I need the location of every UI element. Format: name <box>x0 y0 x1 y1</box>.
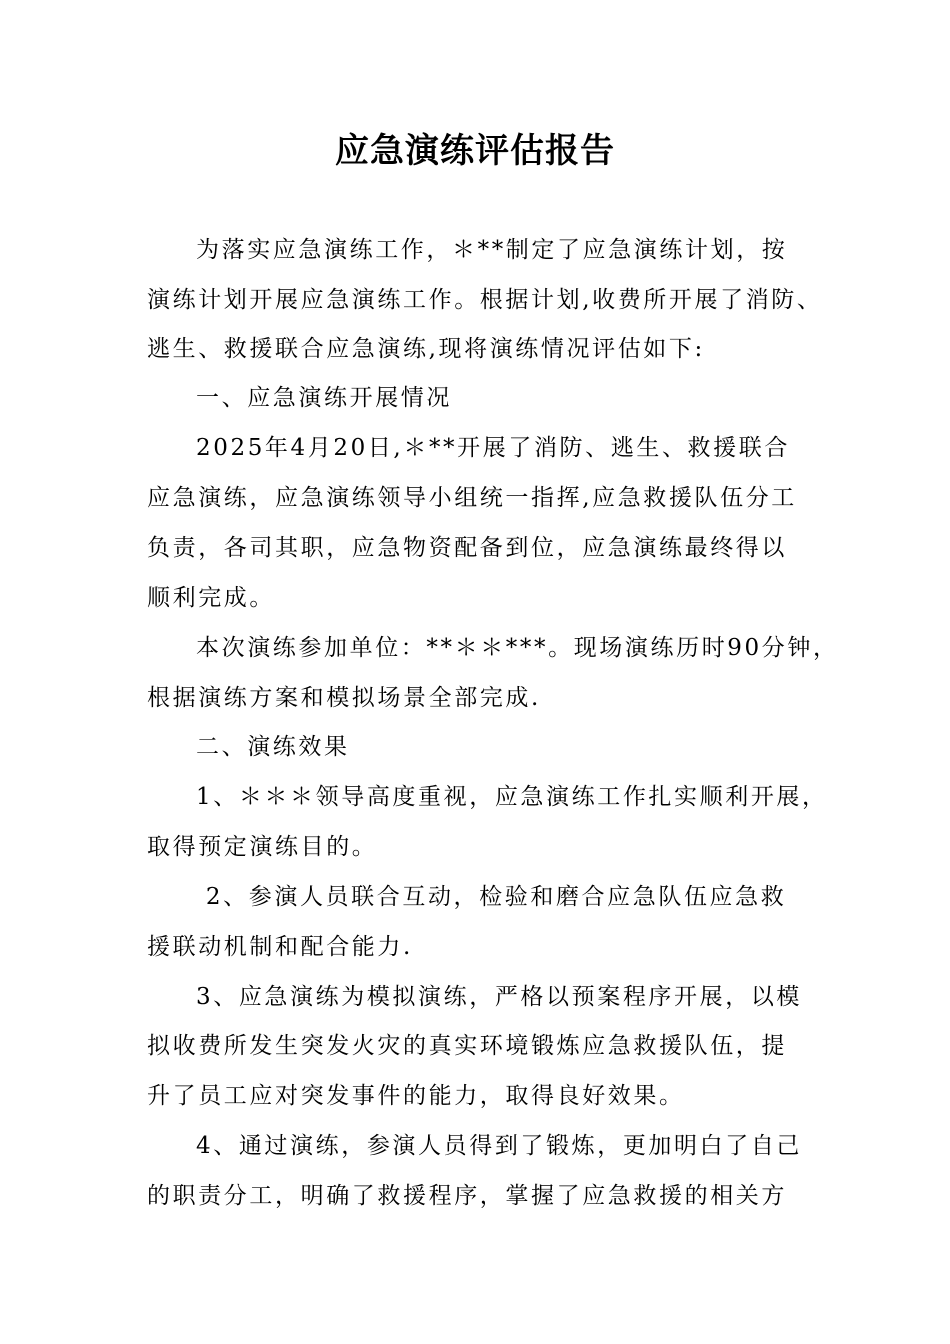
body-line: 1、＊＊＊领导高度重视，应急演练工作扎实顺利开展， <box>196 784 828 810</box>
body-line: 顺利完成。 <box>147 585 275 611</box>
body-line: 本次演练参加单位：**＊＊***。现场演练历时90分钟， <box>196 635 839 661</box>
body-line: 为落实应急演练工作，＊**制定了应急演练计划，按 <box>196 237 788 263</box>
body-line: 根据演练方案和模拟场景全部完成. <box>147 685 541 711</box>
document-title: 应急演练评估报告 <box>335 131 615 171</box>
body-line: 负责，各司其职，应急物资配备到位，应急演练最终得以 <box>147 535 787 561</box>
section-heading: 二、演练效果 <box>196 734 350 760</box>
body-line: 逃生、救援联合应急演练,现将演练情况评估如下: <box>147 336 705 362</box>
body-line: 4、通过演练，参演人员得到了锻炼，更加明白了自己 <box>196 1133 803 1159</box>
body-line: 拟收费所发生突发火灾的真实环境锻炼应急救援队伍，提 <box>147 1033 787 1059</box>
body-line: 升了员工应对突发事件的能力，取得良好效果。 <box>147 1083 685 1109</box>
body-line: 应急演练，应急演练领导小组统一指挥,应急救援队伍分工 <box>147 485 797 511</box>
body-line: 3、应急演练为模拟演练，严格以预案程序开展，以模 <box>196 984 803 1010</box>
body-line: 演练计划开展应急演练工作。根据计划,收费所开展了消防、 <box>147 287 823 313</box>
section-heading: 一、应急演练开展情况 <box>196 385 452 411</box>
body-line: 取得预定演练目的。 <box>147 834 378 860</box>
body-line: 2025年4月20日,＊**开展了消防、逃生、救援联合 <box>196 435 790 461</box>
body-line: 的职责分工，明确了救援程序，掌握了应急救援的相关方 <box>147 1183 787 1209</box>
body-line: 2、参演人员联合互动，检验和磨合应急队伍应急救 <box>196 884 787 910</box>
body-line: 援联动机制和配合能力. <box>147 934 413 960</box>
